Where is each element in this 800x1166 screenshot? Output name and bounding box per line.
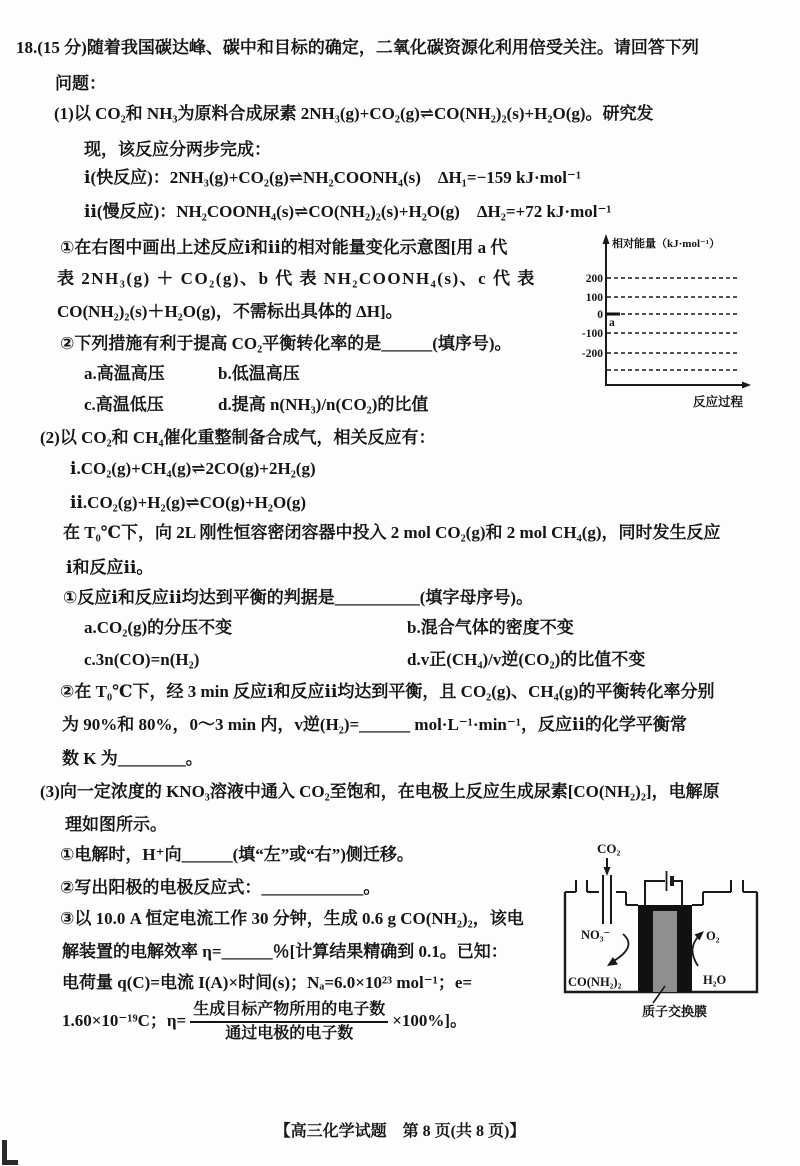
- p2-cond2: ⅰ和反应ⅱ。: [66, 558, 154, 577]
- p1-eq-fast: ⅰ(快反应)：2NH₃(g)+CO₂(g)⇌NH₂COONH₄(s) ΔH₁=−159 kJ·mol⁻¹: [84, 168, 582, 187]
- y-axis-label: 相对能量（kJ·mol⁻¹）: [612, 238, 721, 250]
- p3-circ2: ②写出阳极的电极反应式：____________。: [60, 878, 381, 897]
- electrolysis-cell-diagram: [545, 836, 795, 1024]
- scan-corner-mark: [2, 1140, 18, 1165]
- proton-exchange-membrane: [653, 911, 677, 992]
- ytick-n200: -200: [581, 348, 603, 360]
- p1-option-b: b.低温高压: [218, 364, 300, 383]
- gas-inlet-tube: [603, 875, 611, 924]
- p2-option-a: a.CO₂(g)的分压不变: [84, 618, 233, 637]
- efficiency-formula-lhs: 1.60×10⁻¹⁹C；η=: [62, 1010, 187, 1030]
- p1-circ2: ②下列措施有利于提高 CO₂平衡转化率的是______(填序号)。: [60, 334, 512, 353]
- y-axis-arrowhead: [603, 234, 610, 244]
- fraction-numerator: 生成目标产物所用的电子数: [190, 1000, 388, 1023]
- y-tick-labels: [582, 273, 603, 360]
- p1-circ1-line3: CO(NH₂)₂(s)＋H₂O(g)，不需标出具体的 ΔH]。: [57, 302, 403, 321]
- p2-rxn1: ⅰ.CO₂(g)+CH₄(g)⇌2CO(g)+2H₂(g): [70, 459, 316, 478]
- page-footer: 【高三化学试题 第 8 页(共 8 页)】: [274, 1123, 526, 1140]
- p3-circ3-line3: 电荷量 q(C)=电流 I(A)×时间(s)；Nₐ=6.0×10²³ mol⁻¹；e=: [62, 973, 473, 992]
- ytick-n100: -100: [581, 328, 603, 340]
- q18-stem-line2: 问题：: [55, 74, 106, 93]
- p2-circ2-line3: 数 K 为________。: [62, 749, 203, 768]
- p3-line2: 理如图所示。: [65, 815, 167, 834]
- p3-circ3-line4: [62, 1000, 467, 1044]
- p1-option-d: d.提高 n(NH₃)/n(CO₂)的比值: [218, 395, 429, 414]
- efficiency-fraction: [190, 1000, 388, 1044]
- p1-circ1-line1: ①在右图中画出上述反应ⅰ和ⅱ的相对能量变化示意图[用 a 代: [60, 238, 508, 257]
- p2-rxn2: ⅱ.CO₂(g)+H₂(g)⇌CO(g)+H₂O(g): [70, 493, 307, 512]
- p3-circ3-line2: 解装置的电解效率 η=______％[计算结果精确到 0.1。已知：: [62, 942, 508, 961]
- energy-diagram: [581, 232, 793, 420]
- p2-cond1: 在 T₀℃下，向 2L 刚性恒容密闭容器中投入 2 mol CO₂(g)和 2 mol CH₄(g)，同时发生反应: [63, 523, 721, 542]
- q18-stem-line1: 18.(15 分)随着我国碳达峰、碳中和目标的确定，二氧化碳资源化利用倍受关注。请回答下列: [16, 38, 699, 57]
- ytick-0: 0: [597, 309, 603, 321]
- p2-circ2-line2: 为 90%和 80%，0～3 min 内，v逆(H₂)=______ mol·L⁻¹·min⁻¹，反应ⅱ的化学平衡常: [62, 715, 687, 734]
- p3-circ1: ①电解时，H⁺向______(填“左”或“右”)侧迁移。: [60, 845, 414, 864]
- membrane-label: 质子交换膜: [642, 1004, 708, 1019]
- oxygen-label: O₂: [706, 929, 720, 943]
- co2-arrow-head: [604, 867, 611, 876]
- p1-line1: (1)以 CO₂和 NH₃为原料合成尿素 2NH₃(g)+CO₂(g)⇌CO(NH₂)₂(s)+H₂O(g)。研究发: [54, 104, 654, 123]
- ytick-200: 200: [585, 273, 603, 285]
- x-axis-arrowhead: [742, 382, 751, 389]
- x-axis-label: 反应过程: [693, 395, 744, 409]
- p1-eq-slow: ⅱ(慢反应)：NH₂COONH₄(s)⇌CO(NH₂)₂(s)+H₂O(g) ΔH₂=+72 kJ·mol⁻¹: [84, 202, 612, 221]
- co2-inlet-label: CO₂: [597, 841, 621, 856]
- p2-line1: (2)以 CO₂和 CH₄催化重整制备合成气，相关反应有：: [40, 428, 436, 447]
- p2-option-d: d.v正(CH₄)/v逆(CO₂)的比值不变: [407, 650, 646, 669]
- marker-a-label: a: [609, 317, 615, 329]
- p1-line2: 现，该反应分两步完成：: [84, 140, 271, 159]
- ytick-100: 100: [585, 292, 603, 304]
- cell-rim: [565, 880, 757, 905]
- p3-circ3-line1: ③以 10.0 A 恒定电流工作 30 分钟，生成 0.6 g CO(NH₂)₂，该电: [60, 909, 524, 928]
- p3-line1: (3)向一定浓度的 KNO₃溶液中通入 CO₂至饱和，在电极上反应生成尿素[CO(NH₂)₂]，电解原: [40, 782, 720, 801]
- p2-circ2-line1: ②在 T₀℃下，经 3 min 反应ⅰ和反应ⅱ均达到平衡，且 CO₂(g)、CH₄(g)的平衡转化率分别: [60, 682, 715, 701]
- p2-circ1: ①反应ⅰ和反应ⅱ均达到平衡的判据是__________(填字母序号)。: [63, 588, 534, 607]
- nitrate-label: NO₃⁻: [581, 928, 611, 942]
- battery-wire: [645, 881, 682, 905]
- water-label: H₂O: [703, 973, 727, 987]
- p1-option-c: c.高温低压: [84, 395, 164, 414]
- p1-option-a: a.高温高压: [84, 364, 165, 383]
- p1-circ1-line2: 表 2NH₃(g) ＋ CO₂(g)、b 代 表 NH₂COONH₄(s)、c 代 表: [57, 269, 536, 288]
- fraction-denominator: 通过电极的电子数: [225, 1025, 354, 1042]
- nitrate-arrow-curve: [612, 934, 628, 962]
- gridlines: [607, 278, 740, 370]
- p2-option-c: c.3n(CO)=n(H₂): [84, 650, 200, 669]
- efficiency-formula-rhs: ×100%]。: [392, 1010, 468, 1030]
- p2-option-b: b.混合气体的密度不变: [407, 618, 574, 637]
- urea-label: CO(NH₂)₂: [568, 975, 622, 989]
